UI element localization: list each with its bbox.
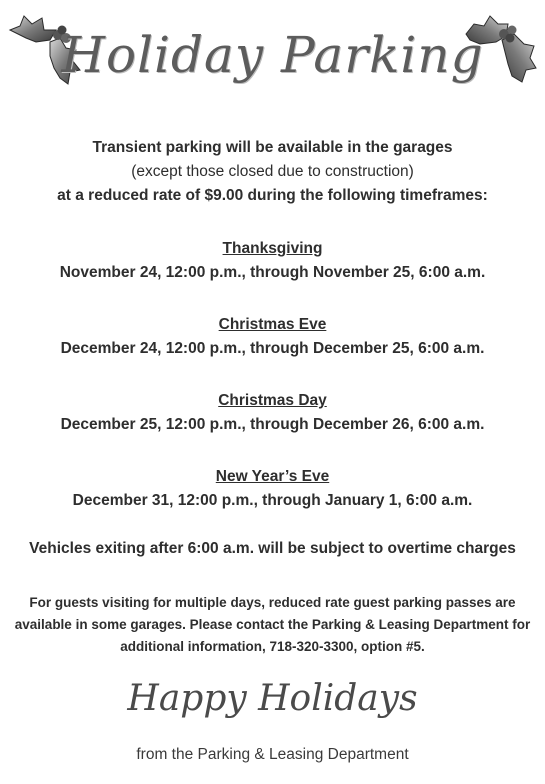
- intro-block: [0, 136, 545, 208]
- event-name: Christmas Eve: [218, 316, 327, 333]
- event-christmas-eve: [0, 314, 545, 362]
- event-christmas-day: [0, 390, 545, 438]
- event-new-years-eve: [0, 466, 545, 514]
- event-name: New Year’s Eve: [215, 468, 330, 485]
- intro-line-1: Transient parking will be available in the garages: [92, 139, 453, 156]
- event-thanksgiving: [0, 238, 545, 286]
- event-time: November 24, 12:00 p.m., through November 25, 6:00 a.m.: [59, 264, 486, 281]
- page-title: Holiday Parking: [61, 26, 484, 84]
- from-department: from the Parking & Leasing Department: [136, 746, 409, 763]
- intro-line-2: (except those closed due to construction): [131, 163, 414, 180]
- event-time: December 31, 12:00 p.m., through January 1, 6:00 a.m.: [72, 492, 473, 509]
- event-name: Thanksgiving: [222, 240, 323, 257]
- closing-greeting: Happy Holidays: [127, 678, 418, 719]
- event-time: December 25, 12:00 p.m., through December 26, 6:00 a.m.: [60, 416, 485, 433]
- event-name: Christmas Day: [218, 392, 327, 409]
- guest-info: For guests visiting for multiple days, reduced rate guest parking passes are available in some garages. Please contact the Parking & Leasing Department for additional information, 718-320-3300, option #5.: [14, 595, 531, 654]
- overtime-notice: Vehicles exiting after 6:00 a.m. will be subject to overtime charges: [29, 540, 516, 557]
- intro-line-3: at a reduced rate of $9.00 during the following timeframes:: [57, 187, 488, 204]
- event-time: December 24, 12:00 p.m., through December 25, 6:00 a.m.: [60, 340, 485, 357]
